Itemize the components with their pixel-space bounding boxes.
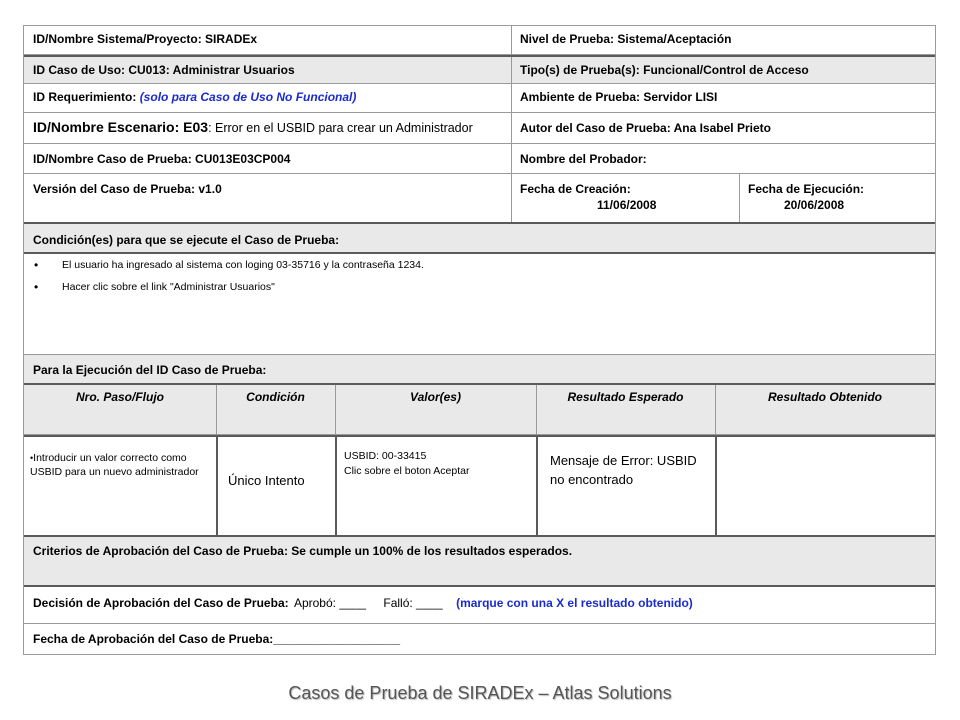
criterios-field: Criterios de Aprobación del Caso de Prueba: Se cumple un 100% de los resultados esperados.: [33, 544, 573, 558]
row-caso-prueba: [24, 144, 935, 174]
header-paso: Nro. Paso/Flujo: [75, 390, 164, 404]
step-obtenido: [715, 437, 935, 535]
nivel-field: Nivel de Prueba: Sistema/Aceptación: [520, 32, 732, 46]
decision-note: (marque con una X el resultado obtenido): [456, 596, 693, 610]
list-item: • El usuario ha ingresado al sistema con loging 03-35716 y la contraseña 1234.: [34, 259, 935, 271]
row-sistema: [24, 26, 935, 55]
step-paso-text: Introducir un valor correcto como USBID para un nuevo administrador: [30, 452, 199, 478]
fecha-creacion-value: 11/06/2008: [597, 198, 657, 212]
row-condiciones-label: [24, 222, 935, 254]
ejecucion-label: Para la Ejecución del ID Caso de Prueba:: [33, 363, 267, 377]
table-row: [24, 435, 935, 536]
page-footer: Casos de Prueba de SIRADEx – Atlas Solutions: [288, 683, 672, 703]
step-condicion: Único Intento: [228, 473, 305, 488]
step-paso: •Introducir un valor correcto como USBID para un nuevo administrador: [30, 452, 199, 478]
requerimiento-field: [24, 84, 511, 112]
step-valores: [335, 437, 536, 535]
decision-aprobo: Aprobó: ____: [293, 596, 367, 610]
row-requerimiento: [24, 84, 935, 113]
row-condiciones-list: [24, 252, 935, 355]
requerimiento-label: ID Requerimiento:: [33, 90, 140, 104]
row-ejecucion-label: [24, 355, 935, 384]
autor-field: Autor del Caso de Prueba: Ana Isabel Prieto: [520, 121, 771, 135]
escenario-field: [24, 113, 511, 143]
caso-uso-field: ID Caso de Uso: CU013: Administrar Usuarios: [33, 63, 295, 77]
fecha-ejecucion-value: 20/06/2008: [784, 198, 845, 212]
decision-label: Decisión de Aprobación del Caso de Prueba:: [33, 596, 289, 610]
probador-field: Nombre del Probador:: [520, 152, 647, 166]
tipo-field: Tipo(s) de Prueba(s): Funcional/Control de Acceso: [520, 63, 809, 77]
row-fecha-aprobacion: [24, 624, 935, 654]
condiciones-label: Condición(es) para que se ejecute el Caso de Prueba:: [33, 233, 340, 247]
row-step-headers: [24, 383, 935, 435]
test-case-form: [23, 25, 936, 655]
fecha-creacion-label: Fecha de Creación:: [520, 182, 631, 196]
row-escenario: [24, 113, 935, 144]
list-item: • Hacer clic sobre el link "Administrar Usuarios": [34, 281, 935, 293]
decision-field: [24, 587, 935, 623]
decision-fallo: Falló: ____: [383, 596, 443, 610]
fecha-creacion-field: [511, 174, 739, 224]
step-valor-aceptar: Clic sobre el boton Aceptar: [344, 465, 470, 477]
step-esperado: Mensaje de Error: USBID no encontrado: [550, 453, 697, 487]
requerimiento-note: (solo para Caso de Uso No Funcional): [139, 90, 357, 104]
row-decision: [24, 585, 935, 624]
ambiente-field: Ambiente de Prueba: Servidor LISI: [520, 90, 718, 104]
step-valor-usbid: USBID: 00-33415: [344, 450, 427, 462]
row-version: [24, 174, 935, 224]
row-caso-uso: [24, 55, 935, 84]
version-field: Versión del Caso de Prueba: v1.0: [33, 182, 222, 196]
escenario-value: : Error en el USBID para crear un Administrador: [208, 121, 473, 135]
header-esperado: Resultado Esperado: [567, 390, 684, 404]
fecha-ejecucion-field: [739, 174, 935, 224]
condiciones-list: [24, 259, 935, 293]
fecha-ejecucion-label: Fecha de Ejecución:: [748, 182, 865, 196]
header-obtenido: Resultado Obtenido: [768, 390, 882, 404]
fecha-aprobacion-field: Fecha de Aprobación del Caso de Prueba:___________________: [33, 632, 401, 646]
row-criterios: [24, 535, 935, 586]
header-valores: Valor(es): [410, 390, 461, 404]
caso-prueba-field: ID/Nombre Caso de Prueba: CU013E03CP004: [33, 152, 291, 166]
header-condicion: Condición: [246, 390, 305, 404]
sistema-field: ID/Nombre Sistema/Proyecto: SIRADEx: [33, 32, 258, 46]
escenario-label: ID/Nombre Escenario: E03: [33, 119, 209, 135]
